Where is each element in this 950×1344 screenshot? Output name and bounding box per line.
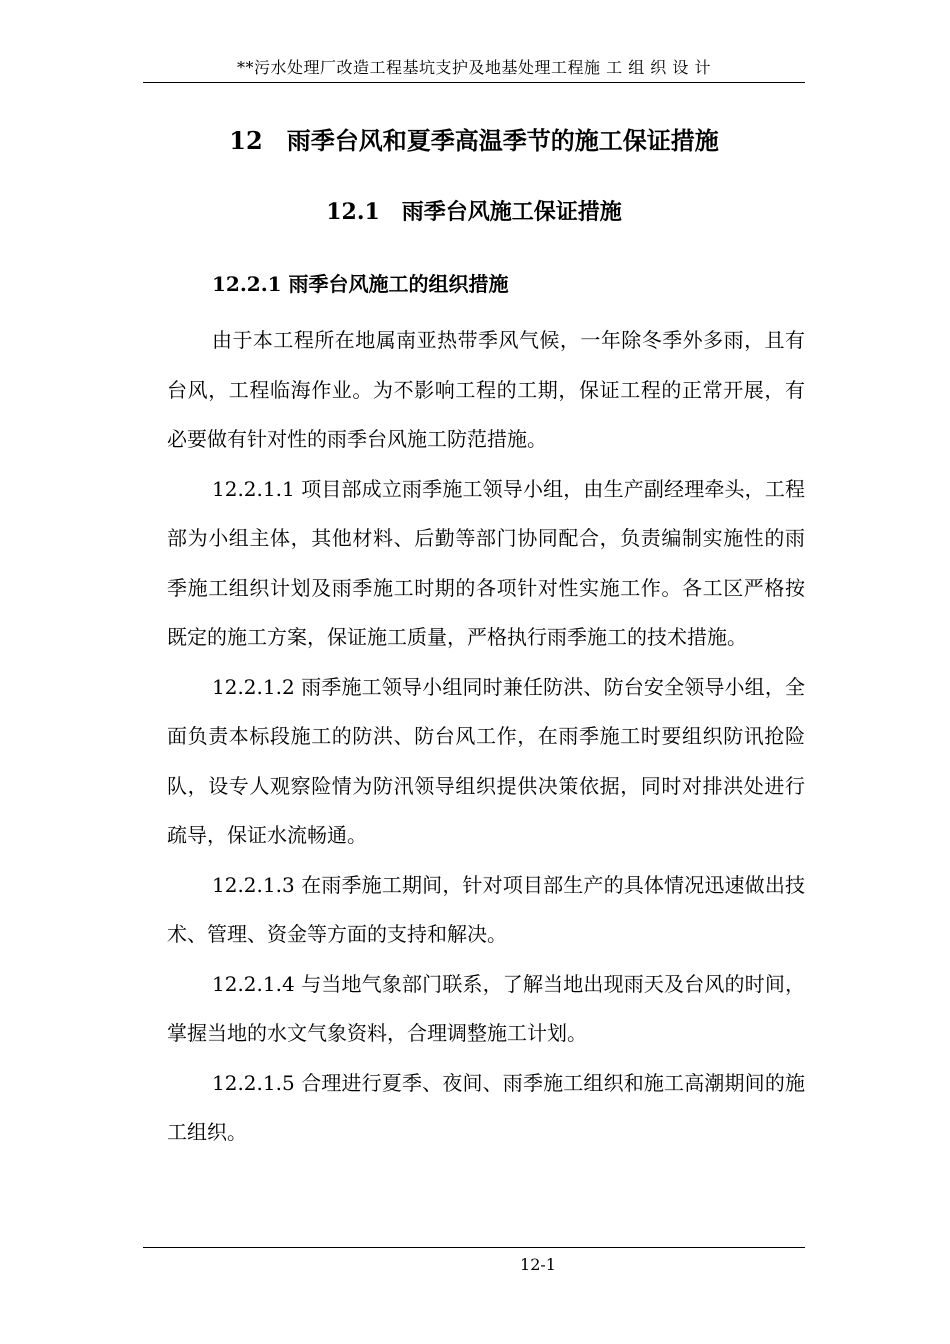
paragraph: 12.2.1.4 与当地气象部门联系，了解当地出现雨天及台风的时间，掌握当地的水文气象资料，合理调整施工计划。 [167,971,805,1045]
section-title: 12.1 雨季台风施工保证措施 [326,199,622,225]
paragraph: 12.2.1.5 合理进行夏季、夜间、雨季施工组织和施工高潮期间的施工组织。 [167,1070,805,1144]
paragraph: 12.2.1.2 雨季施工领导小组同时兼任防洪、防台安全领导小组，全面负责本标段施工的防洪、防台风工作，在雨季施工时要组织防讯抢险队，设专人观察险情为防汛领导组织提供决策依据，同时对排洪处进行疏导，保证水流畅通。 [167,674,805,847]
running-header: **污水处理厂改造工程基坑支护及地基处理工程施 工 组 织 设 计 [237,58,711,77]
subsection-title: 12.2.1 雨季台风施工的组织措施 [212,272,509,296]
body-text [167,316,805,1158]
paragraph: 由于本工程所在地属南亚热带季风气候，一年除冬季外多雨，且有台风，工程临海作业。为不影响工程的工期，保证工程的正常开展，有必要做有针对性的雨季台风施工防范措施。 [167,328,805,451]
paragraph: 12.2.1.3 在雨季施工期间，针对项目部生产的具体情况迅速做出技术、管理、资金等方面的支持和解决。 [167,872,805,946]
paragraph: 12.2.1.1 项目部成立雨季施工领导小组，由生产副经理牵头，工程部为小组主体，其他材料、后勤等部门协同配合，负责编制实施性的雨季施工组织计划及雨季施工时期的各项针对性实施工作。各工区严格按既定的施工方案，保证施工质量，严格执行雨季施工的技术措施。 [167,476,805,649]
chapter-title: 12 雨季台风和夏季高温季节的施工保证措施 [229,126,719,155]
footer-divider [143,1247,805,1248]
page-number: 12-1 [520,1255,556,1274]
header-divider [143,82,805,83]
